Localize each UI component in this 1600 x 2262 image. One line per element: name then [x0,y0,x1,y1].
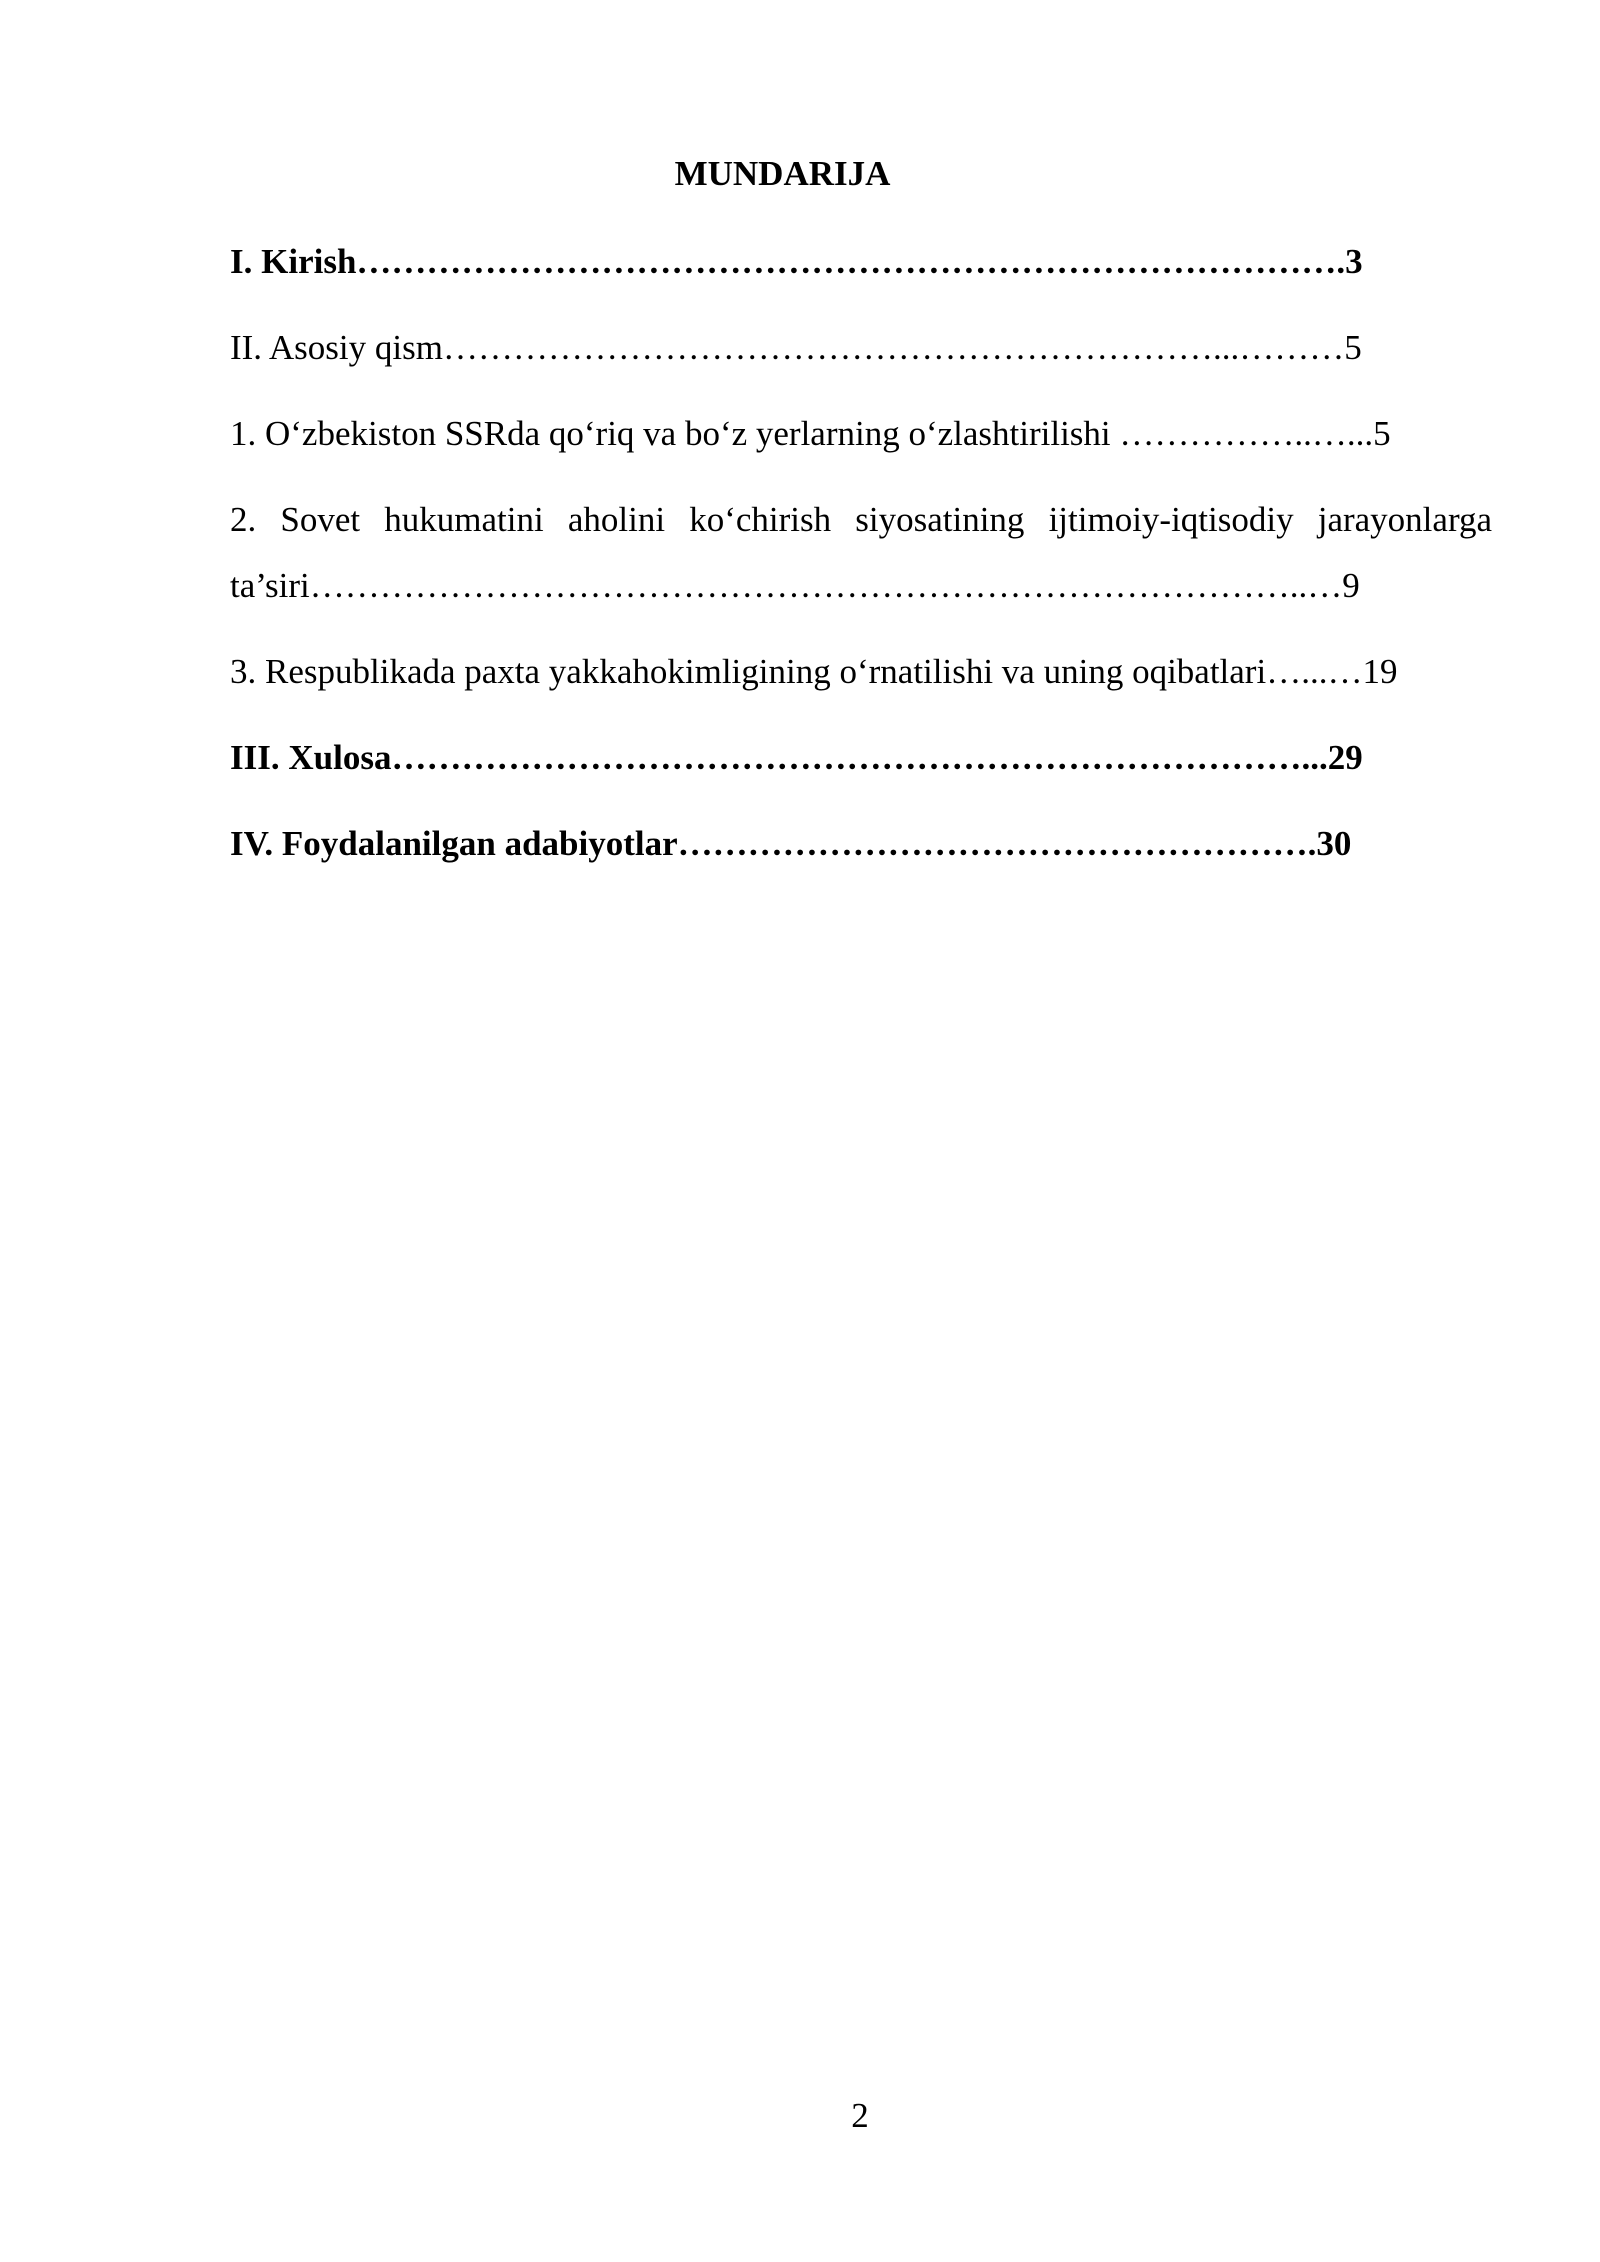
toc-entry-section-1: 1. O‘zbekiston SSRda qo‘riq va bo‘z yerlarning o‘zlashtirilishi ……………..…...5 [230,414,1391,453]
toc-entry-section-2-line-1: 2. Sovet hukumatini aholini ko‘chirish siyosatining ijtimoiy-iqtisodiy jarayonlarga [230,500,1492,539]
page-number: 2 [851,2096,869,2135]
page-title: MUNDARIJA [674,154,891,193]
toc-entry-kirish: I. Kirish………………………………………………………………………….3 [230,242,1363,281]
toc-entry-adabiyotlar: IV. Foydalanilgan adabiyotlar……………………………………………….30 [230,824,1352,863]
toc-entry-section-2-line-2: ta’siri…………………………………………………………………………..…9 [230,566,1360,605]
toc-entry-section-3: 3. Respublikada paxta yakkahokimligining o‘rnatilishi va uning oqibatlari…...…19 [230,652,1398,691]
toc-entry-asosiy-qism: II. Asosiy qism…………………………………………………………...………5 [230,328,1362,367]
toc-entry-xulosa: III. Xulosa……………………………………………………………………...29 [230,738,1363,777]
